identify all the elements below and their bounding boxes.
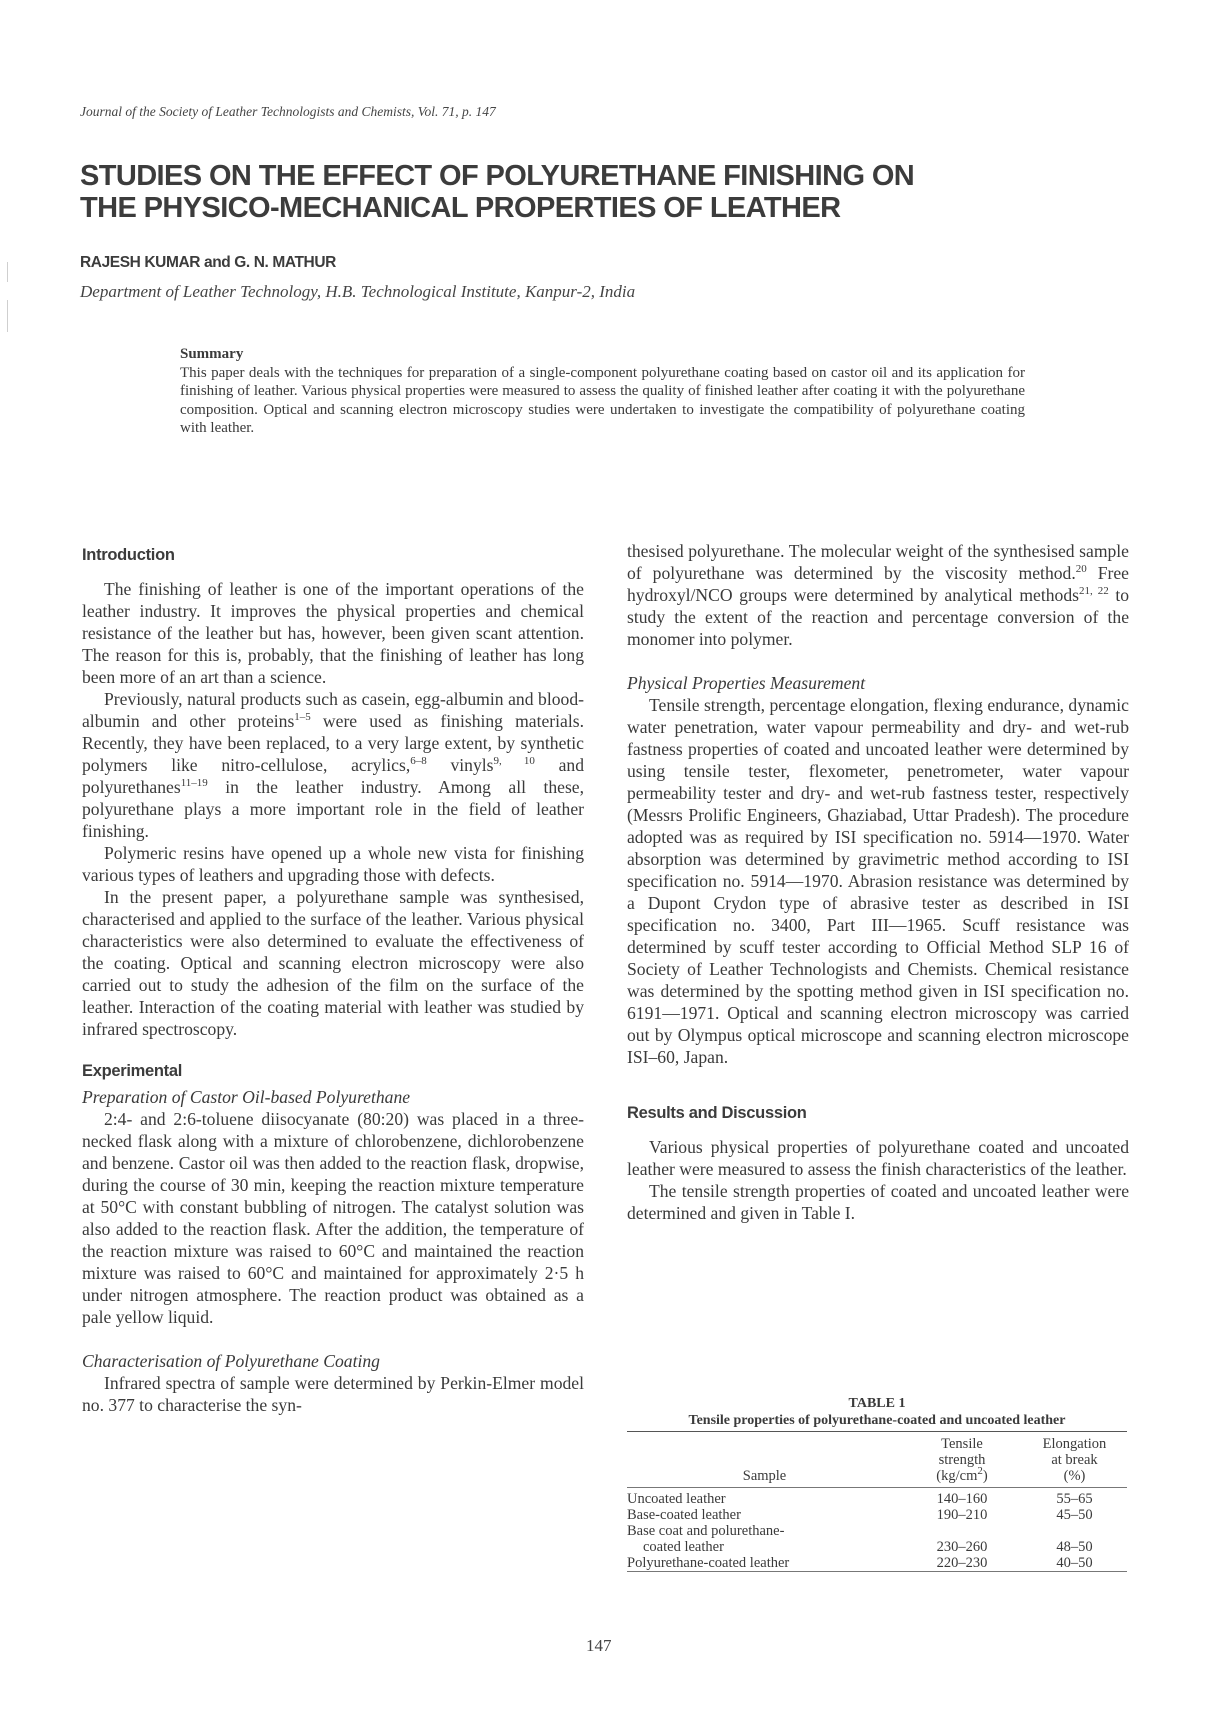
column-header-elongation xyxy=(1022,1432,1127,1488)
cell-tensile: 230–260 xyxy=(936,1539,988,1555)
table-row xyxy=(627,1523,1127,1555)
intro-paragraph-4: In the present paper, a polyurethane sample was synthesised, characterised and applied to the surface of the leather. Various physical characteristics were also determined to evaluate the effectiveness of the coating. Optical and scanning electron microscopy were also carried out to study the adhesion of the film on the surface of the leather. Interaction of the coating material with leather was studied by infrared spectroscopy. xyxy=(82,887,584,1039)
summary-block xyxy=(180,345,1025,438)
intro-paragraph-1: The finishing of leather is one of the important operations of the leather industry. It improves the physical properties and chemical resistance of the leather but has, however, been given scant attention. The reason for this is, probably, that the finishing of leather has long been more of an art than a science. xyxy=(82,579,584,687)
reference-superscript: 11–19 xyxy=(180,777,208,790)
text-span: to study the extent of the reaction and percentage conversion of the monomer into polymer. xyxy=(627,585,1130,649)
cell-elongation: 55–65 xyxy=(1056,1491,1093,1507)
preparation-paragraph: 2:4- and 2:6-toluene diisocyanate (80:20) was placed in a three-necked flask along with a mixture of chlorobenzene, dichlorobenzene and benzene. Castor oil was then added to the reaction flask, dropwise, during the course of 30 min, keeping the reaction mixture temperature at 50°C with constant bubbling of nitrogen. The catalyst solution was also added to the reaction flask. After the addition, the temperature of the reaction mixture was raised to 60°C and maintained the reaction mixture was raised to 60°C and maintained for approximately 2·5 h under nitrogen atmosphere. The reaction product was obtained as a pale yellow liquid. xyxy=(82,1109,584,1327)
affiliation: Department of Leather Technology, H.B. Technological Institute, Kanpur-2, India xyxy=(80,282,636,301)
text-span: Previously, natural products such as casein, egg-albumin and blood-albumin and other proteins xyxy=(82,689,584,731)
title-line-1: STUDIES ON THE EFFECT OF POLYURETHANE FINISHING ON xyxy=(80,160,915,192)
reference-superscript: 21, 22 xyxy=(1079,585,1109,598)
characterisation-paragraph-continued xyxy=(627,540,1129,650)
physical-properties-paragraph: Tensile strength, percentage elongation, flexing endurance, dynamic water penetration, water vapour permeability and dry- and wet-rub fastness properties of coated and uncoated leather were determined by using tensile tester, flexometer, penetrometer, water vapour permeability tester and dry- and wet-rub fastness tester, respectively (Messrs Prolific Engineers, Ghaziabad, Uttar Pradesh). The procedure adopted was as required by ISI specification no. 5914—1970. Water absorption was determined by gravimetric method according to ISI specification no. 5914—1970. Abrasion resistance was determined by a Dupont Crydon type of abrasive tester as described in ISI specification no. 3400, Part III—1965. Scuff resistance was determined by scuff tester according to Official Method SLP 16 of Society of Leather Technologists and Chemists. Chemical resistance was determined by the spotting method given in ISI specification no. 6191—1971. Optical and scanning electron microscopy was carried out by Olympus optical microscope and scanning electron microscope ISI–60, Japan. xyxy=(627,695,1129,1067)
physical-properties-subheading: Physical Properties Measurement xyxy=(627,673,866,693)
scan-margin-mark xyxy=(7,262,8,282)
title-line-2: THE PHYSICO-MECHANICAL PROPERTIES OF LEATHER xyxy=(80,192,841,224)
header-line xyxy=(902,1465,1022,1484)
cell-elongation: 48–50 xyxy=(1056,1539,1093,1555)
journal-citation: Journal of the Society of Leather Technologists and Chemists, Vol. 71, p. 147 xyxy=(80,104,496,119)
text-span: thesised polyurethane. The molecular weight of the synthesised sample of polyurethane was determined by the viscosity method. xyxy=(627,541,1129,583)
table-header-row xyxy=(627,1432,1127,1488)
superscript: 2 xyxy=(977,1465,983,1478)
cell-tensile: 190–210 xyxy=(936,1507,988,1523)
table-1 xyxy=(627,1395,1127,1572)
table-row xyxy=(627,1507,1127,1523)
text-span: were used as finishing materials. Recently, they have been replaced, to a very large extent, by synthetic polymers like nitro-cellulose, acrylics, xyxy=(82,711,584,775)
authors: RAJESH KUMAR and G. N. MATHUR xyxy=(80,254,336,271)
table-label: TABLE 1 xyxy=(848,1396,906,1411)
results-paragraph-1: Various physical properties of polyurethane coated and uncoated leather were measured to assess the finish characteristics of the leather. xyxy=(627,1137,1129,1179)
intro-paragraph-2 xyxy=(82,688,584,842)
reference-superscript: 1–5 xyxy=(294,711,311,724)
cell-elongation: 45–50 xyxy=(1056,1507,1093,1523)
page-number: 147 xyxy=(586,1636,612,1655)
header-line: at break xyxy=(1051,1452,1098,1468)
reference-superscript: 6–8 xyxy=(410,755,427,768)
characterisation-subheading: Characterisation of Polyurethane Coating xyxy=(82,1351,380,1371)
text-span: vinyls xyxy=(426,755,494,775)
text-span: in the leather industry. Among all these, polyurethane plays a more important role in the field of leather finishing. xyxy=(82,777,584,841)
results-paragraph-2: The tensile strength properties of coated and uncoated leather were determined and given in Table I. xyxy=(627,1181,1129,1223)
header-line: Elongation xyxy=(1042,1436,1107,1452)
characterisation-paragraph-start: Infrared spectra of sample were determined by Perkin-Elmer model no. 377 to characterise the syn- xyxy=(82,1373,584,1415)
left-column xyxy=(82,544,584,1416)
table-caption: Tensile properties of polyurethane-coated and uncoated leather xyxy=(688,1413,1066,1428)
sample-line: Base coat and polurethane- xyxy=(627,1523,785,1539)
header-line: (%) xyxy=(1063,1468,1086,1484)
header-line: Tensile xyxy=(941,1436,983,1452)
header-line: strength xyxy=(938,1452,986,1468)
intro-paragraph-3: Polymeric resins have opened up a whole new vista for finishing various types of leathers and upgrading those with defects. xyxy=(82,843,584,885)
reference-superscript: 9, 10 xyxy=(493,755,535,768)
table-row xyxy=(627,1488,1127,1508)
cell-tensile: 140–160 xyxy=(936,1491,988,1507)
cell-elongation: 40–50 xyxy=(1056,1555,1093,1571)
cell-sample: Uncoated leather xyxy=(627,1491,726,1507)
cell-sample: Polyurethane-coated leather xyxy=(627,1555,790,1571)
reference-superscript: 20 xyxy=(1075,563,1087,576)
text-span: (kg/cm xyxy=(936,1468,978,1484)
text-span: ) xyxy=(982,1468,988,1484)
introduction-heading: Introduction xyxy=(82,546,175,564)
right-column xyxy=(627,540,1129,1224)
tensile-properties-table xyxy=(627,1431,1127,1572)
table-row xyxy=(627,1555,1127,1572)
column-header-tensile-strength xyxy=(902,1432,1022,1488)
scan-margin-mark xyxy=(7,300,8,332)
article-title xyxy=(80,160,1130,224)
cell-sample: Base-coated leather xyxy=(627,1507,741,1523)
sample-line: coated leather xyxy=(643,1539,724,1555)
preparation-subheading: Preparation of Castor Oil-based Polyurethane xyxy=(82,1087,411,1107)
text-span: and polyurethanes xyxy=(82,755,584,797)
text-span: Free hydroxyl/NCO groups were determined by analytical methods xyxy=(627,563,1129,605)
results-heading: Results and Discussion xyxy=(627,1104,807,1122)
cell-sample xyxy=(627,1523,902,1555)
summary-text: This paper deals with the techniques for preparation of a single-component polyurethane coating based on castor oil and its application for finishing of leather. Various physical properties were measured to assess the quality of finished leather after coating it with the polyurethane composition. Optical and scanning electron microscopy studies were undertaken to investigate the compatibility of polyurethane coating with leather. xyxy=(180,364,1025,436)
cell-tensile: 220–230 xyxy=(936,1555,988,1571)
summary-heading: Summary xyxy=(180,346,244,362)
experimental-heading: Experimental xyxy=(82,1062,183,1080)
column-header-sample: Sample xyxy=(742,1468,787,1484)
